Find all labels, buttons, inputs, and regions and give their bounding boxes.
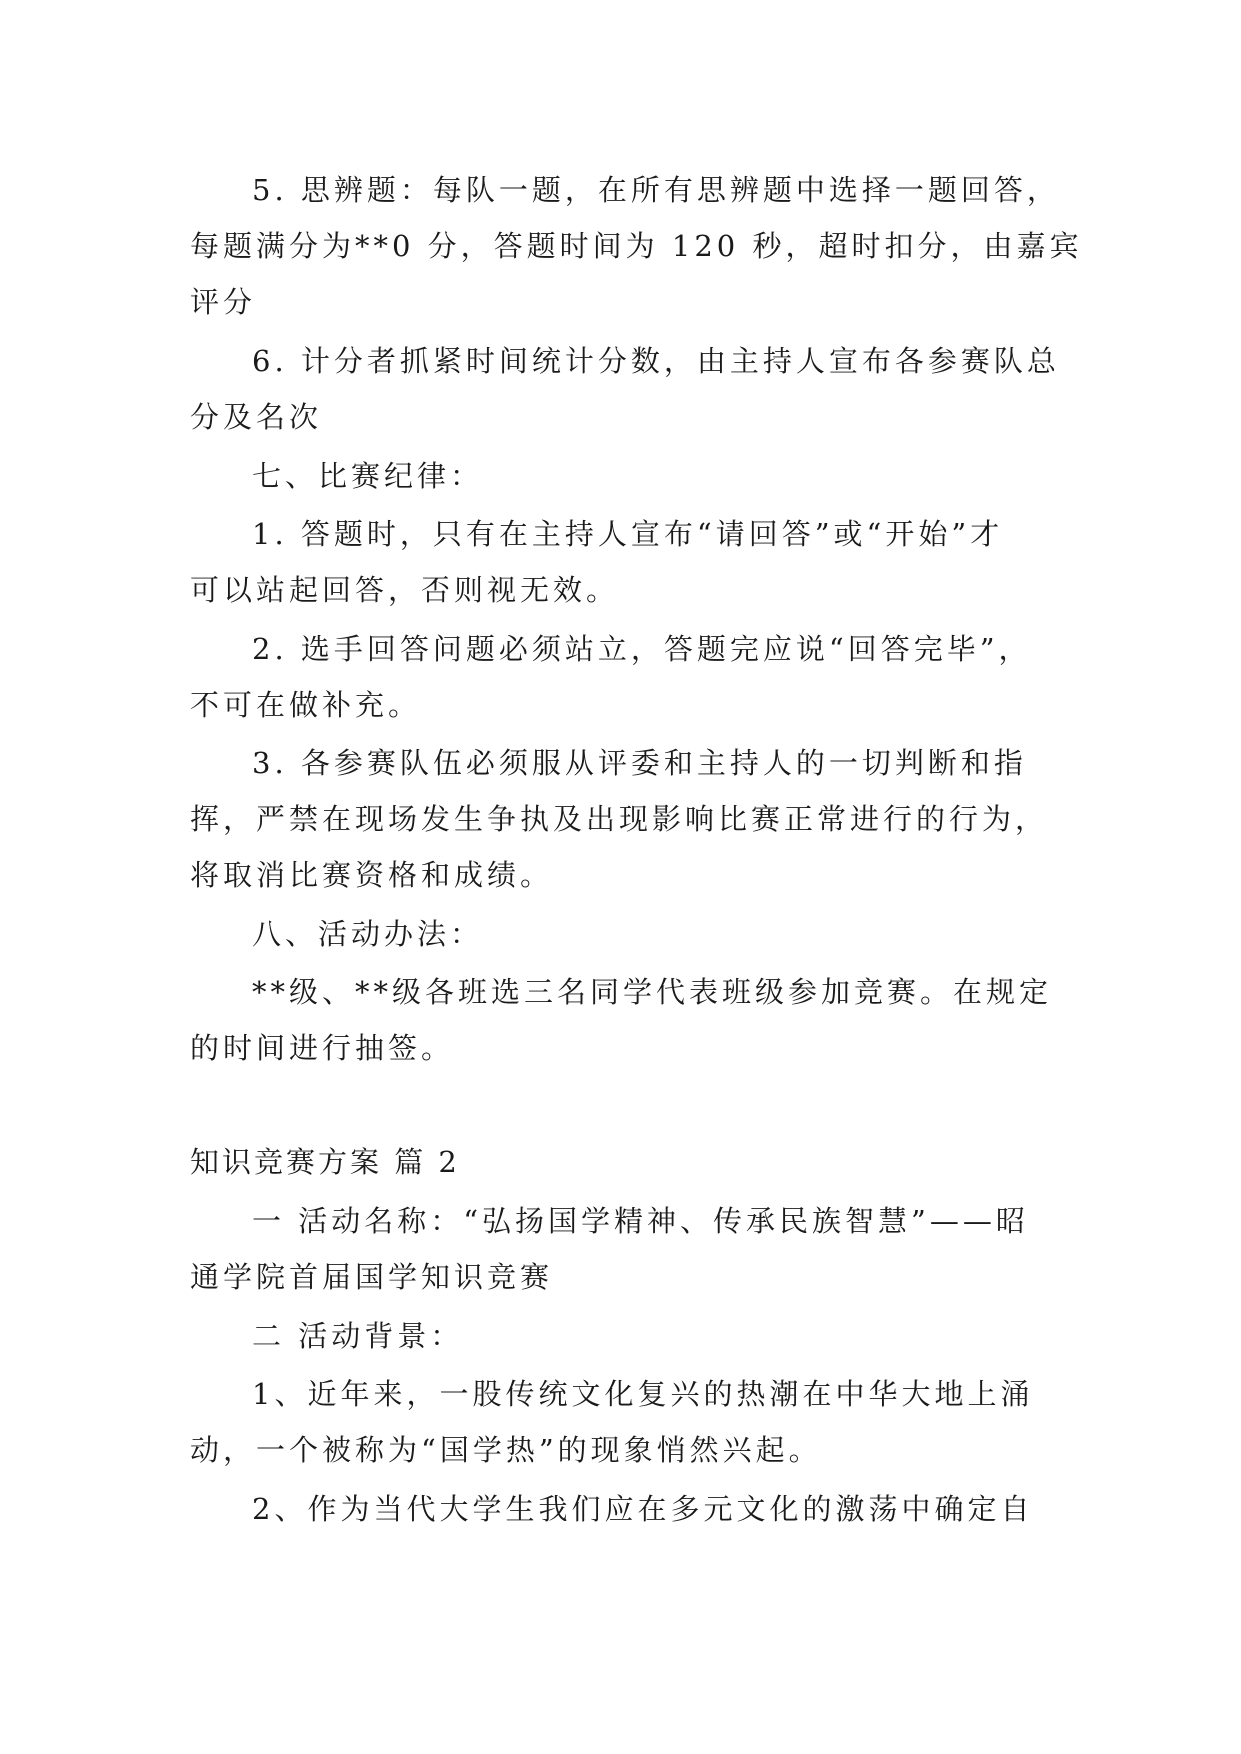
paragraph-line: 通学院首届国学知识竞赛 xyxy=(190,1260,554,1294)
paragraph-line: 可以站起回答，否则视无效。 xyxy=(190,573,620,607)
paragraph-line: 1、近年来，一股传统文化复兴的热潮在中华大地上涌 xyxy=(252,1377,1034,1411)
paragraph-line: 2、作为当代大学生我们应在多元文化的激荡中确定自 xyxy=(252,1492,1034,1526)
document-title: 知识竞赛方案 篇 2 xyxy=(190,1145,460,1179)
paragraph-line: 6. 计分者抓紧时间统计分数，由主持人宣布各参赛队总 xyxy=(252,344,1060,378)
paragraph-line: 2. 选手回答问题必须站立，答题完应说“回答完毕”， xyxy=(252,632,1032,666)
paragraph-line: 5. 思辨题：每队一题，在所有思辨题中选择一题回答， xyxy=(252,173,1060,207)
paragraph-line: 将取消比赛资格和成绩。 xyxy=(190,858,554,892)
paragraph-line: 每题满分为**0 分，答题时间为 120 秒，超时扣分，由嘉宾 xyxy=(190,229,1083,263)
paragraph-line: 评分 xyxy=(190,285,257,319)
paragraph-line: 3. 各参赛队伍必须服从评委和主持人的一切判断和指 xyxy=(252,746,1027,780)
paragraph-line: 的时间进行抽签。 xyxy=(190,1031,455,1065)
section-heading: 七、比赛纪律： xyxy=(252,459,484,493)
paragraph-line: **级、**级各班选三名同学代表班级参加竞赛。在规定 xyxy=(252,975,1053,1009)
paragraph-line: 不可在做补充。 xyxy=(190,688,422,722)
section-heading: 二 活动背景： xyxy=(252,1319,464,1353)
paragraph-line: 挥，严禁在现场发生争执及出现影响比赛正常进行的行为， xyxy=(190,802,1049,836)
paragraph-line: 动，一个被称为“国学热”的现象悄然兴起。 xyxy=(190,1433,822,1467)
paragraph-line: 一 活动名称：“弘扬国学精神、传承民族智慧”——昭 xyxy=(252,1204,1029,1238)
paragraph-line: 1. 答题时，只有在主持人宣布“请回答”或“开始”才 xyxy=(252,517,1004,551)
section-heading: 八、活动办法： xyxy=(252,917,484,951)
paragraph-line: 分及名次 xyxy=(190,400,323,434)
